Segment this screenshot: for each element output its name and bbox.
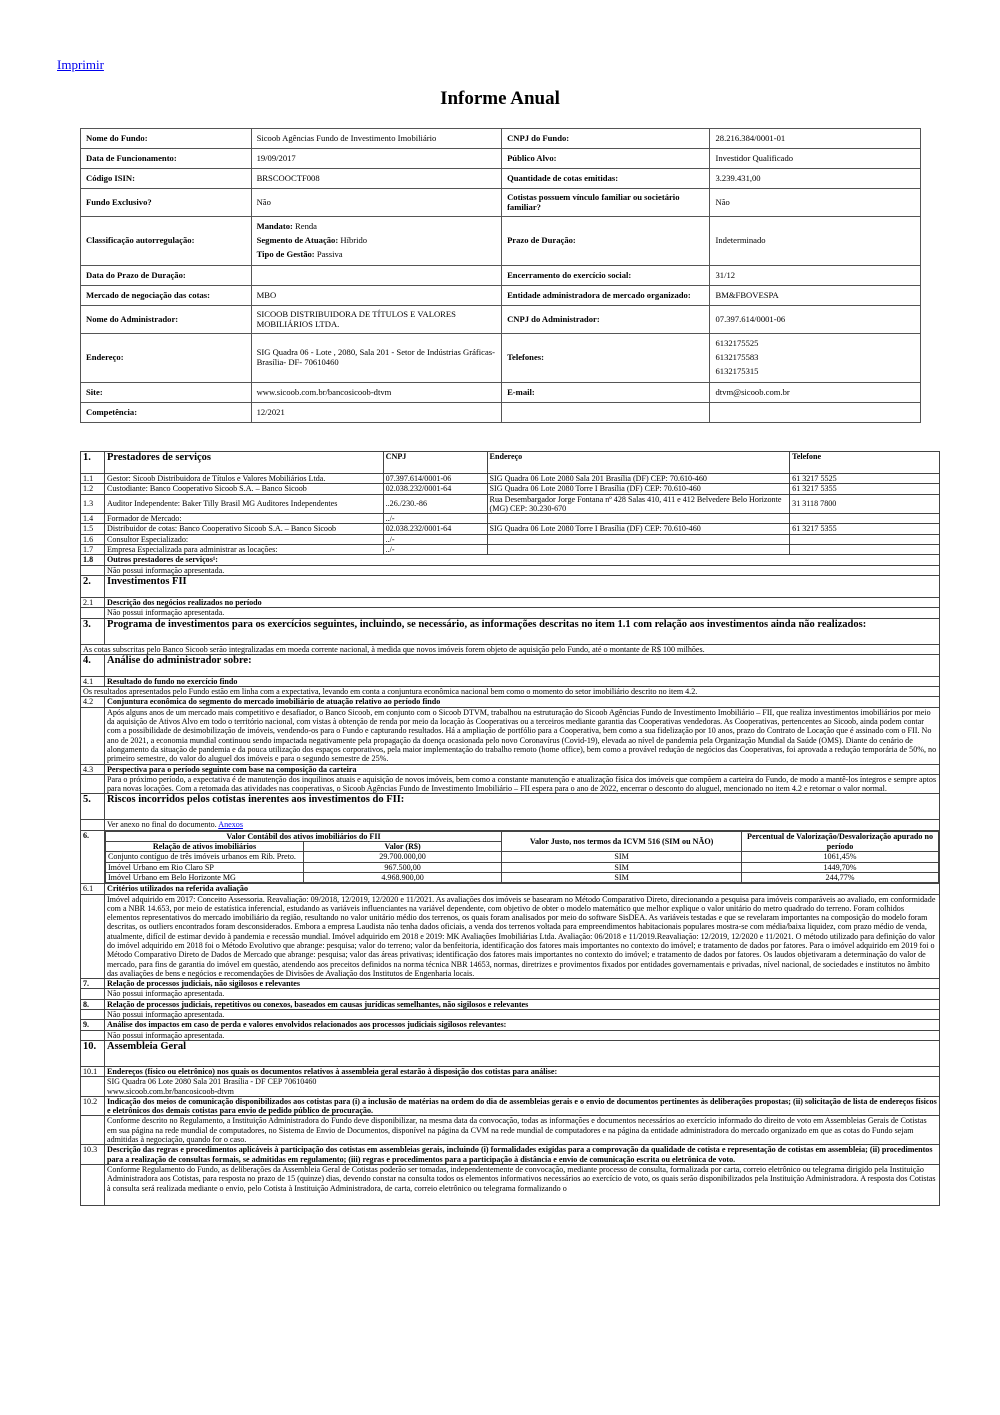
section-number: 7. bbox=[81, 979, 105, 989]
field-label: Classificação autorregulação: bbox=[81, 217, 252, 266]
field-value: 19/09/2017 bbox=[251, 149, 501, 169]
asset-value: 29.700.000,00 bbox=[304, 852, 502, 862]
provider-name: Consultor Especializado: bbox=[104, 534, 383, 544]
phone-number: 6132175583 bbox=[715, 352, 759, 363]
provider-address bbox=[487, 514, 790, 524]
provider-name: Formador de Mercado: bbox=[104, 514, 383, 524]
field-value: Indeterminado bbox=[710, 217, 921, 266]
provider-name: Custodiante: Banco Cooperativo Sicoob S.A. – Banco Sicoob bbox=[104, 484, 383, 494]
item-number: 4.1 bbox=[81, 676, 105, 686]
item-10-2-header bbox=[81, 1096, 940, 1116]
spacer-cell bbox=[81, 565, 105, 575]
classification-value: Híbrido bbox=[340, 235, 368, 246]
item-2-1-body bbox=[81, 608, 940, 618]
field-label: Telefones: bbox=[502, 334, 710, 383]
asset-fair-value: SIM bbox=[502, 872, 742, 882]
item-4-2-body bbox=[81, 707, 940, 764]
section-title: Prestadores de serviços bbox=[104, 452, 383, 474]
provider-number: 1.4 bbox=[81, 514, 105, 524]
info-row bbox=[81, 169, 921, 189]
spacer-cell bbox=[81, 774, 105, 794]
provider-row bbox=[81, 474, 940, 484]
spacer-cell bbox=[81, 1077, 105, 1097]
asset-table-group-header bbox=[105, 831, 938, 841]
item-4-1-body bbox=[81, 687, 940, 697]
provider-row bbox=[81, 524, 940, 534]
classification-label: Mandato: bbox=[256, 221, 293, 232]
spacer-cell bbox=[81, 1164, 105, 1205]
assembly-address: SIG Quadra 06 Lote 2080 Sala 201 Brasília - DF CEP 70610460 bbox=[106, 1077, 317, 1087]
provider-number: 1.3 bbox=[81, 494, 105, 514]
item-title: Indicação dos meios de comunicação disponibilizados aos cotistas para (i) a inclusão de matérias na ordem do dia de assembleias gerais e o envio de documentos pertinentes às deliberações propostas; (ii) solicitação de lista de endereços físicos e eletrônicos dos demais cotistas para envio de pedido público de procuração. bbox=[104, 1096, 939, 1116]
classification-value: Passiva bbox=[316, 248, 343, 259]
field-label: Encerramento do exercício social: bbox=[502, 266, 710, 286]
item-text: Após alguns anos de um mercado mais competitivo e desafiador, o Banco Sicoob, em conjunto com o Sicoob DTVM, trabalhou na estruturação do Sicoob Agências Fundo de Investimento Imobiliário – FII, que realiza investimentos imobiliários por meio da aquisição de Ativos Alvo em todo o território nacional, com vistas à obtenção de renda por meio da locação às Cooperativas ou a terceiros mediante garantia das Cooperativas vendedoras. As Cooperativas, pertencentes ao Sicoob, ainda podem contar com a possibilidade de desimobilização de imóveis, vendendo-os para o Fundo e capturando resultados. Há a ampliação de portfólio para a Cooperativa, bem como a sua fidelização por 10 anos, prazo do Contrato de Locação que é assinado com o FII. No ano de 2021, a economia mundial continuou sendo impactada negativamente pela propagação da doença ocasionada pelo novo Coronavírus (Covid-19), elevada ao nível de pandemia pela Organização Mundial da Saúde (OMS). Diante do cenário de alongamento da situação de pandemia e da pouca utilização dos espaços corporativos, pela maior implementação do trabalho remoto (home office), bem como a provável redução de negócios das Cooperativas, foi aprovada a redução temporária de 50%, no primeiro semestre, do valor do aluguel dos imóveis e para o segundo semestre de 25%. bbox=[104, 707, 939, 764]
item-4-3-body bbox=[81, 774, 940, 794]
section-number: 9. bbox=[81, 1020, 105, 1030]
column-header-relacao: Relação de ativos imobiliários bbox=[105, 842, 303, 852]
provider-cnpj: ../- bbox=[383, 514, 487, 524]
provider-cnpj: 02.038.232/0001-64 bbox=[383, 524, 487, 534]
section-5-header bbox=[81, 794, 940, 820]
asset-row bbox=[105, 862, 938, 872]
classification-item bbox=[257, 248, 496, 262]
item-10-1-body bbox=[81, 1077, 940, 1097]
info-row bbox=[81, 189, 921, 217]
section-number: 6. bbox=[81, 830, 105, 883]
field-label: Site: bbox=[81, 383, 252, 403]
field-label bbox=[502, 403, 710, 423]
field-label: Código ISIN: bbox=[81, 169, 252, 189]
fund-info-table bbox=[80, 128, 921, 423]
asset-name: Imóvel Urbano em Rio Claro SP bbox=[105, 862, 303, 872]
item-title: Descrição dos negócios realizados no período bbox=[104, 597, 939, 607]
section-9-body bbox=[81, 1030, 940, 1040]
section-6-header bbox=[81, 830, 940, 883]
field-value: MBO bbox=[251, 286, 501, 306]
section-number: 4. bbox=[81, 654, 105, 676]
section-7-header bbox=[81, 979, 940, 989]
section-4-header bbox=[81, 654, 940, 676]
provider-address: Rua Desembargador Jorge Fontana nº 428 Salas 410, 411 e 412 Belvedere Belo Horizonte (MG) CEP: 30.230-670 bbox=[487, 494, 790, 514]
classification-value: Renda bbox=[295, 221, 317, 232]
section-number: 1. bbox=[81, 452, 105, 474]
item-text: Conforme descrito no Regulamento, a Instituição Administradora do Fundo deve disponibilizar, na mesma data da convocação, todas as informações e documentos necessários ao exercício informado do direito de voto em Assembleias Gerais de Cotistas em sua página na rede mundial de computadores, no Sistema de Envio de Documentos, disponível na página da CVM na rede mundial de computadores e na página da entidade administradora do mercado organizado em que as cotas do Fundo sejam admitidas à negociação, quando for o caso. bbox=[104, 1116, 939, 1145]
column-header-valor: Valor (R$) bbox=[304, 842, 502, 852]
provider-address: SIG Quadra 06 Lote 2080 Torre I Brasília (DF) CEP: 70.610-460 bbox=[487, 484, 790, 494]
field-label: Data do Prazo de Duração: bbox=[81, 266, 252, 286]
item-text: Imóvel adquirido em 2017: Conceito Assessoria. Reavaliação: 09/2018, 12/2019, 12/2020 e 11/2021. As avaliações dos imóveis se basearam no Método Comparativo Direto, direcionando a pesquisa para imóveis comparáveis ao avaliado, em conformidade com a NBR 14.653, por meio de estatística inferencial, estudando as variáveis influenciantes na variável dependente, com objetivo de obter o modelo matemático que melhor explique o valor unitário do metro quadrado do terreno. Foram colhidos elementos representativos do mercado imobiliário da região, resultando no valor unitário médio dos terrenos, os quais foram analisados por meio do software SisDEA. As variáveis testadas e que se revelaram importantes na composição do modelo foram descritas, os outliers encontrados foram desconsiderados. Embora a empresa Laudista não tenha dados oficiais, a venda dos terrenos voltada para empreendimentos habitacionais populares mostra-se com média/baixa liquidez, com prazo médio de venda, atualmente, difícil de estimar devido à pandemia e recessão mundial. Imóvel adquirido em 2018 e 2019: MK Avaliações Imobiliárias Ltda. Avaliação: 06/2018 e 11/2019.Reavaliação: 12/2019, 12/2020 e 11/2021. O método utilizado para definição do valor do imóvel adquirido em 2018 foi o Método Evolutivo que abrange: pesquisa; valor do terreno; valor da benfeitoria, identificação dos fatores mais importantes no contexto do imóvel; e tratamento de dados por fatores. Para o imóvel adquirido em 2019 foi o Método Comparativo Direto de Dados de Mercado que abrange: pesquisa; valor das áreas privativas; identificação dos fatores mais importantes no contexto do imóvel; e tratamento de dados por fatores. Os laudos objetivaram a determinação do valor de mercado, para fins de garantia do imóvel em questão, atendendo aos preceitos definidos na norma técnica NBR 14653, normas, diretrizes e provimentos fixados por entidades governamentais e privadas, nível nacional, de sociedades e institutos no âmbito das avaliações de bens e negócios e recomendações de Divisões de Avaliação dos Institutos de Engenharia locais. bbox=[104, 894, 939, 979]
asset-table-cell bbox=[104, 830, 939, 883]
info-row bbox=[81, 383, 921, 403]
spacer-cell bbox=[81, 1116, 105, 1145]
field-value: BRSCOOCTF008 bbox=[251, 169, 501, 189]
item-text: Não possui informação apresentada. bbox=[104, 565, 939, 575]
item-6-1-header bbox=[81, 884, 940, 894]
item-number: 4.3 bbox=[81, 764, 105, 774]
annex-note: Ver anexo no final do documento. bbox=[106, 820, 217, 830]
field-label: Nome do Fundo: bbox=[81, 129, 252, 149]
item-text: Conforme Regulamento do Fundo, as deliberações da Assembleia Geral de Cotistas poderão ser tomadas, independentemente de convocação, mediante processo de consulta, formalizada por carta, correio eletrônico ou telegrama dirigido pela Instituição Administradora aos Cotistas, para resposta no prazo de 15 (quinze) dias, devendo constar na consulta todos os elementos informativos necessários ao exercício de voto, os quais serão disponibilizados pela Instituição Administradora. A resposta dos Cotistas à consulta será realizada mediante o envio, pelo Cotista à Instituição Administradora, de carta, correio eletrônico ou telegrama formalizando o bbox=[104, 1164, 939, 1205]
item-title: Conjuntura econômica do segmento do mercado imobiliário de atuação relativo ao período findo bbox=[104, 697, 939, 707]
item-number: 10.3 bbox=[81, 1145, 105, 1165]
assembly-website: www.sicoob.com.br/bancosicoob-dtvm bbox=[106, 1086, 234, 1096]
classification-item bbox=[257, 234, 496, 248]
section-title: Investimentos FII bbox=[104, 575, 939, 597]
provider-number: 1.6 bbox=[81, 534, 105, 544]
phone-number: 6132175315 bbox=[715, 365, 759, 376]
asset-table bbox=[105, 831, 939, 883]
section-9-header bbox=[81, 1020, 940, 1030]
field-label: Mercado de negociação das cotas: bbox=[81, 286, 252, 306]
field-value: 07.397.614/0001-06 bbox=[710, 306, 921, 334]
field-label: Quantidade de cotas emitidas: bbox=[502, 169, 710, 189]
provider-phone: 31 3118 7800 bbox=[790, 494, 940, 514]
field-value: Sicoob Agências Fundo de Investimento Imobiliário bbox=[251, 129, 501, 149]
provider-address: SIG Quadra 06 Lote 2080 Sala 201 Brasília (DF) CEP: 70.610-460 bbox=[487, 474, 790, 484]
info-row bbox=[81, 217, 921, 266]
provider-address bbox=[487, 534, 790, 544]
section-number: 5. bbox=[81, 794, 105, 820]
provider-name: Auditor Independente: Baker Tilly Brasil MG Auditores Independentes bbox=[104, 494, 383, 514]
section-title: Programa de investimentos para os exercícios seguintes, incluindo, se necessário, as informações descritas no item 1.1 com relação aos investimentos ainda não realizados: bbox=[104, 618, 939, 644]
provider-phone: 61 3217 5525 bbox=[790, 474, 940, 484]
asset-percentage: 244,77% bbox=[742, 872, 939, 882]
field-value bbox=[251, 266, 501, 286]
field-label: Fundo Exclusivo? bbox=[81, 189, 252, 217]
spacer-cell bbox=[81, 989, 105, 999]
item-title: Descrição das regras e procedimentos aplicáveis à participação dos cotistas em assembleias gerais, incluindo (i) formalidades exigidas para a comprovação da qualidade de cotista e representação de cotistas em assembleia; (ii) procedimentos para a realização de consultas formais, se admitidas em regulamento; (iii) regras e procedimentos para a participação à distância e envio de comunicação escrita ou eletrônica de voto. bbox=[104, 1145, 939, 1165]
asset-fair-value: SIM bbox=[502, 852, 742, 862]
spacer-cell bbox=[81, 707, 105, 764]
item-title: Resultado do fundo no exercício findo bbox=[104, 676, 939, 686]
field-label: E-mail: bbox=[502, 383, 710, 403]
field-value: dtvm@sicoob.com.br bbox=[710, 383, 921, 403]
field-value bbox=[251, 217, 501, 266]
asset-value: 4.968.900,00 bbox=[304, 872, 502, 882]
provider-phone bbox=[790, 514, 940, 524]
provider-phone: 61 3217 5355 bbox=[790, 484, 940, 494]
item-2-1-header bbox=[81, 597, 940, 607]
asset-name: Imóvel Urbano em Belo Horizonte MG bbox=[105, 872, 303, 882]
field-value: Não bbox=[251, 189, 501, 217]
section-3-header bbox=[81, 618, 940, 644]
print-link[interactable]: Imprimir bbox=[57, 57, 104, 72]
item-number: 1.8 bbox=[81, 555, 105, 565]
provider-row bbox=[81, 545, 940, 555]
field-label: Entidade administradora de mercado organizado: bbox=[502, 286, 710, 306]
section-10-header bbox=[81, 1040, 940, 1066]
section-number: 8. bbox=[81, 999, 105, 1009]
field-label: Cotistas possuem vínculo familiar ou societário familiar? bbox=[502, 189, 710, 217]
provider-number: 1.5 bbox=[81, 524, 105, 534]
spacer-cell bbox=[81, 894, 105, 979]
provider-row bbox=[81, 484, 940, 494]
field-label: Público Alvo: bbox=[502, 149, 710, 169]
info-row bbox=[81, 149, 921, 169]
info-row bbox=[81, 286, 921, 306]
item-text: Os resultados apresentados pelo Fundo estão em linha com a expectativa, levando em conta a conjuntura econômica nacional bem como o momento do setor imobiliário descrito no item 4.2. bbox=[81, 687, 940, 697]
column-header-cnpj: CNPJ bbox=[383, 452, 487, 474]
item-title: Outros prestadores de serviços¹: bbox=[104, 555, 939, 565]
column-header-telefone: Telefone bbox=[790, 452, 940, 474]
item-title: Endereços (físico ou eletrônico) nos quais os documentos relativos à assembleia geral estarão à disposição dos cotistas para análise: bbox=[104, 1066, 939, 1076]
field-label: Nome do Administrador: bbox=[81, 306, 252, 334]
section-text: Não possui informação apresentada. bbox=[104, 1010, 939, 1020]
field-label: Competência: bbox=[81, 403, 252, 423]
field-value: SICOOB DISTRIBUIDORA DE TÍTULOS E VALORES MOBILIÁRIOS LTDA. bbox=[251, 306, 501, 334]
field-value: 3.239.431,00 bbox=[710, 169, 921, 189]
field-value: Não bbox=[710, 189, 921, 217]
section-number: 2. bbox=[81, 575, 105, 597]
item-text: Não possui informação apresentada. bbox=[104, 608, 939, 618]
field-label: Endereço: bbox=[81, 334, 252, 383]
provider-number: 1.2 bbox=[81, 484, 105, 494]
spacer-cell bbox=[81, 608, 105, 618]
field-value bbox=[710, 403, 921, 423]
column-header-valor-justo: Valor Justo, nos termos da ICVM 516 (SIM ou NÃO) bbox=[502, 831, 742, 852]
item-10-3-body bbox=[81, 1164, 940, 1205]
section-5-body bbox=[81, 820, 940, 830]
item-4-3-header bbox=[81, 764, 940, 774]
field-value: SIG Quadra 06 - Lote , 2080, Sala 201 - Setor de Indústrias Gráficas- Brasília- DF- 70610460 bbox=[251, 334, 501, 383]
provider-row bbox=[81, 514, 940, 524]
spacer-cell bbox=[81, 1010, 105, 1020]
section-2-header bbox=[81, 575, 940, 597]
section-text bbox=[104, 820, 939, 830]
field-value: 31/12 bbox=[710, 266, 921, 286]
item-title: Critérios utilizados na referida avaliação bbox=[104, 884, 939, 894]
provider-row bbox=[81, 534, 940, 544]
info-row bbox=[81, 129, 921, 149]
section-number: 10. bbox=[81, 1040, 105, 1066]
field-label: CNPJ do Fundo: bbox=[502, 129, 710, 149]
section-title: Assembleia Geral bbox=[104, 1040, 939, 1066]
classification-label: Tipo de Gestão: bbox=[256, 248, 315, 259]
info-row bbox=[81, 403, 921, 423]
asset-name: Conjunto contíguo de três imóveis urbanos em Rib. Preto. bbox=[105, 852, 303, 862]
item-4-1-header bbox=[81, 676, 940, 686]
provider-phone: 61 3217 5355 bbox=[790, 524, 940, 534]
field-value: 28.216.384/0001-01 bbox=[710, 129, 921, 149]
classification-label: Segmento de Atuação: bbox=[256, 235, 339, 246]
info-row bbox=[81, 334, 921, 383]
field-value: www.sicoob.com.br/bancosicoob-dtvm bbox=[251, 383, 501, 403]
item-text bbox=[104, 1077, 939, 1097]
provider-row bbox=[81, 494, 940, 514]
provider-address: SIG Quadra 06 Lote 2080 Torre I Brasília (DF) CEP: 70.610-460 bbox=[487, 524, 790, 534]
section-title: Análise do administrador sobre: bbox=[104, 654, 939, 676]
provider-name: Distribuidor de cotas: Banco Cooperativo Sicoob S.A. – Banco Sicoob bbox=[104, 524, 383, 534]
item-1-8-header bbox=[81, 555, 940, 565]
section-8-header bbox=[81, 999, 940, 1009]
section-title: Relação de processos judiciais, repetitivos ou conexos, baseados em causas jurídicas semelhantes, não sigilosos e relevantes bbox=[104, 999, 939, 1009]
provider-cnpj: ..26./230.-86 bbox=[383, 494, 487, 514]
page-title: Informe Anual bbox=[440, 88, 560, 109]
field-value: Investidor Qualificado bbox=[710, 149, 921, 169]
provider-address bbox=[487, 545, 790, 555]
item-number: 10.2 bbox=[81, 1096, 105, 1116]
column-header-endereco: Endereço bbox=[487, 452, 790, 474]
asset-percentage: 1061,45% bbox=[742, 852, 939, 862]
section-title: Análise dos impactos em caso de perda e valores envolvidos relacionados aos processos judiciais sigilosos relevantes: bbox=[104, 1020, 939, 1030]
item-number: 10.1 bbox=[81, 1066, 105, 1076]
item-text: Para o próximo período, a expectativa é de manutenção dos inquilinos atuais e aquisição de novos imóveis, bem como a constante manutenção e atualização física dos imóveis que compõem a carteira do Fundo, de modo a mantê-los íntegros e sempre aptos para novas locações. Com a retomada das atividades nas cooperativas, o Sicoob Agências Fundo de Investimento Imobiliário – FII espera para o ano de 2022, encerrar o desconto do aluguel, mencionado no item 4.2 e retornar o valor normal. bbox=[104, 774, 939, 794]
spacer-cell bbox=[81, 1030, 105, 1040]
asset-row bbox=[105, 852, 938, 862]
item-1-8-body bbox=[81, 565, 940, 575]
item-number: 2.1 bbox=[81, 597, 105, 607]
field-value: BM&FBOVESPA bbox=[710, 286, 921, 306]
field-label: Data de Funcionamento: bbox=[81, 149, 252, 169]
provider-number: 1.7 bbox=[81, 545, 105, 555]
section-8-body bbox=[81, 1010, 940, 1020]
provider-cnpj: ../- bbox=[383, 534, 487, 544]
annual-report-table bbox=[80, 451, 940, 1206]
section-title: Riscos incorridos pelos cotistas inerentes aos investimentos do FII: bbox=[104, 794, 939, 820]
item-6-1-body bbox=[81, 894, 940, 979]
item-10-2-body bbox=[81, 1116, 940, 1145]
provider-phone bbox=[790, 545, 940, 555]
item-4-2-header bbox=[81, 697, 940, 707]
column-header-percentual: Percentual de Valorização/Desvalorização apurado no período bbox=[742, 831, 939, 852]
item-title: Perspectiva para o período seguinte com base na composição da carteira bbox=[104, 764, 939, 774]
section-text: As cotas subscritas pelo Banco Sicoob serão integralizadas em moeda corrente nacional, à medida que novos imóveis forem objeto de aquisição pelo Fundo, até o montante de R$ 100 milhões. bbox=[81, 644, 940, 654]
spacer-cell bbox=[81, 820, 105, 830]
section-title: Relação de processos judiciais, não sigilosos e relevantes bbox=[104, 979, 939, 989]
section-text: Não possui informação apresentada. bbox=[104, 989, 939, 999]
field-value bbox=[710, 334, 921, 383]
asset-percentage: 1449,70% bbox=[742, 862, 939, 872]
provider-phone bbox=[790, 534, 940, 544]
section-7-body bbox=[81, 989, 940, 999]
field-label: Prazo de Duração: bbox=[502, 217, 710, 266]
asset-fair-value: SIM bbox=[502, 862, 742, 872]
classification-item bbox=[257, 220, 496, 234]
provider-cnpj: 07.397.614/0001-06 bbox=[383, 474, 487, 484]
section-3-body bbox=[81, 644, 940, 654]
field-value: 12/2021 bbox=[251, 403, 501, 423]
item-number: 6.1 bbox=[81, 884, 105, 894]
provider-number: 1.1 bbox=[81, 474, 105, 484]
section-text: Não possui informação apresentada. bbox=[104, 1030, 939, 1040]
info-row bbox=[81, 306, 921, 334]
annex-link[interactable]: Anexos bbox=[218, 820, 243, 830]
provider-name: Gestor: Sicoob Distribuidora de Títulos e Valores Mobiliários Ltda. bbox=[104, 474, 383, 484]
group-header: Valor Contábil dos ativos imobiliários do FII bbox=[105, 831, 501, 841]
asset-row bbox=[105, 872, 938, 882]
section-1-header bbox=[81, 452, 940, 474]
item-number: 4.2 bbox=[81, 697, 105, 707]
provider-name: Empresa Especializada para administrar as locações: bbox=[104, 545, 383, 555]
item-10-1-header bbox=[81, 1066, 940, 1076]
asset-value: 967.500,00 bbox=[304, 862, 502, 872]
info-row bbox=[81, 266, 921, 286]
provider-cnpj: ../- bbox=[383, 545, 487, 555]
field-label: CNPJ do Administrador: bbox=[502, 306, 710, 334]
provider-cnpj: 02.038.232/0001-64 bbox=[383, 484, 487, 494]
phone-number: 6132175525 bbox=[715, 338, 759, 349]
section-number: 3. bbox=[81, 618, 105, 644]
item-10-3-header bbox=[81, 1145, 940, 1165]
